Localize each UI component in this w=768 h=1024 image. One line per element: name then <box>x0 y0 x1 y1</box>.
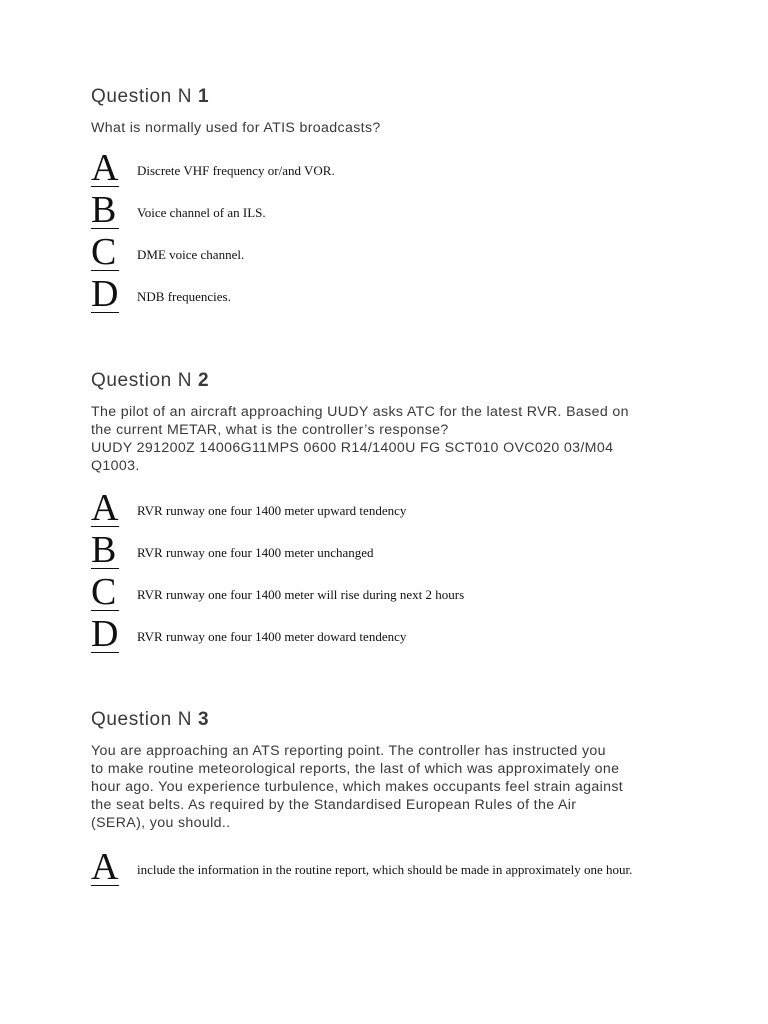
option-text: RVR runway one four 1400 meter upward tendency <box>137 503 407 518</box>
option-text: DME voice channel. <box>137 247 245 262</box>
answer-option-b[interactable] <box>91 189 691 235</box>
question-text: The pilot of an aircraft approaching UUDY asks ATC for the latest RVR. Based on the current METAR, what is the controller’s response? UUDY 291200Z 14006G11MPS 0600 R14/1400U FG SCT010 OVC020 03/M04 Q1003. <box>91 404 629 474</box>
answer-option-c[interactable] <box>91 571 691 617</box>
answer-options <box>91 487 691 659</box>
question-heading <box>91 369 691 393</box>
option-letter: A <box>91 846 119 888</box>
answer-option-c[interactable] <box>91 231 691 277</box>
question-number: 3 <box>197 709 210 730</box>
answer-options <box>91 147 691 319</box>
answer-options <box>91 846 691 892</box>
option-letter: B <box>91 193 119 229</box>
answer-option-a[interactable] <box>91 846 691 892</box>
question-heading <box>91 85 691 109</box>
option-letter: D <box>91 613 119 655</box>
question-number: 1 <box>197 86 210 107</box>
answer-option-a[interactable] <box>91 147 691 193</box>
option-letter: B <box>91 533 119 569</box>
answer-option-d[interactable] <box>91 273 691 319</box>
option-text: NDB frequencies. <box>137 289 231 304</box>
option-text: RVR runway one four 1400 meter doward tendency <box>137 629 407 644</box>
option-text: include the information in the routine report, which should be made in approximately one hour. <box>137 862 633 877</box>
question-heading-prefix: Question N <box>91 86 193 107</box>
option-letter: A <box>91 147 119 189</box>
question-heading-prefix: Question N <box>91 370 193 391</box>
option-letter: C <box>91 235 119 271</box>
question-2 <box>91 369 691 659</box>
option-letter: D <box>91 273 119 315</box>
question-heading <box>91 708 691 732</box>
option-text: Discrete VHF frequency or/and VOR. <box>137 163 335 178</box>
answer-option-a[interactable] <box>91 487 691 533</box>
answer-option-d[interactable] <box>91 613 691 659</box>
option-text: RVR runway one four 1400 meter unchanged <box>137 545 374 560</box>
question-text: You are approaching an ATS reporting point. The controller has instructed you to make routine meteorological reports, the last of which was approximately one hour ago. You experience turbulence, which makes occupants feel strain against the seat belts. As required by the Standardised European Rules of the Air (SERA), you should.. <box>91 743 624 831</box>
question-text: What is normally used for ATIS broadcasts? <box>91 120 381 136</box>
question-3 <box>91 708 691 892</box>
option-letter: A <box>91 487 119 529</box>
answer-option-b[interactable] <box>91 529 691 575</box>
question-1 <box>91 85 691 319</box>
option-text: Voice channel of an ILS. <box>137 205 266 220</box>
option-text: RVR runway one four 1400 meter will rise during next 2 hours <box>137 587 465 602</box>
option-letter: C <box>91 575 119 611</box>
question-number: 2 <box>197 370 210 391</box>
question-heading-prefix: Question N <box>91 709 193 730</box>
